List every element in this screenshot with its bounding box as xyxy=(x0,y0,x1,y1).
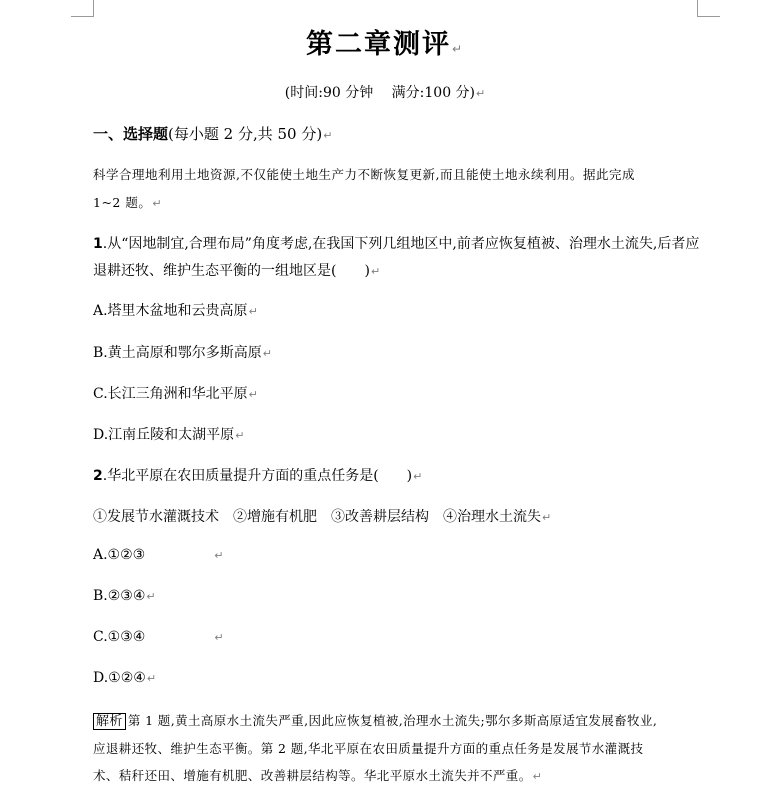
question-1-option-a xyxy=(93,300,258,320)
question-1-option-c xyxy=(93,383,258,403)
statements-text: ①发展节水灌溉技术 ②增施有机肥 ③改善耕层结构 ④治理水土流失 xyxy=(93,509,541,525)
question-2-number: 2 xyxy=(93,468,103,484)
page-corner-mark-left xyxy=(71,0,94,17)
question-2-option-c xyxy=(93,629,224,645)
question-1-text: .从“因地制宜,合理布局”角度考虑,在我国下列几组地区中,前者应恢复植被、治理水土流失,后者应 xyxy=(102,236,700,252)
paragraph-mark: ↵ xyxy=(214,631,224,644)
paragraph-mark: ↵ xyxy=(542,511,552,524)
section-heading-note: (每小题 2 分,共 50 分) xyxy=(168,125,323,143)
question-2-option-d xyxy=(93,670,156,686)
paragraph-mark: ↵ xyxy=(476,87,486,100)
analysis-text: 第 1 题,黄土高原水土流失严重,因此应恢复植被,治理水土流失;鄂尔多斯高原适宜发展畜牧业, xyxy=(127,713,658,728)
option-text: D.①②④ xyxy=(93,670,146,686)
option-text: A.塔里木盆地和云贵高原 xyxy=(93,303,248,319)
paragraph-mark: ↵ xyxy=(370,265,381,278)
question-1-text-cont: 退耕还牧、维护生态平衡的一组地区是( ) xyxy=(93,263,370,279)
option-text: A.①②③ xyxy=(93,547,146,563)
paragraph-mark: ↵ xyxy=(262,347,272,360)
paragraph-mark: ↵ xyxy=(235,429,245,442)
question-2 xyxy=(93,465,422,485)
paragraph-mark: ↵ xyxy=(413,470,423,483)
paragraph-mark: ↵ xyxy=(214,549,224,562)
page-title xyxy=(0,22,770,61)
paragraph-mark: ↵ xyxy=(146,672,157,685)
analysis-line-2: 应退耕还牧、维护生态平衡。第 2 题,华北平原在农田质量提升方面的重点任务是发展节水灌溉技 xyxy=(93,741,644,756)
question-1-number: 1 xyxy=(93,236,103,252)
option-text: D.江南丘陵和太湖平原 xyxy=(93,427,235,443)
paragraph-mark: ↵ xyxy=(152,197,163,210)
option-text: C.长江三角洲和华北平原 xyxy=(93,386,248,402)
intro-line-2-text: 1~2 题。 xyxy=(93,195,152,210)
analysis-text: 术、秸秆还田、增施有机肥、改善耕层结构等。华北平原水土流失并不严重。 xyxy=(93,768,532,783)
paragraph-mark: ↵ xyxy=(323,129,333,142)
exam-info xyxy=(0,82,770,102)
page-corner-mark-right xyxy=(697,0,720,17)
intro-line-2 xyxy=(93,193,162,211)
paragraph-mark: ↵ xyxy=(248,388,258,401)
exam-info-text: (时间:90 分钟 满分:100 分) xyxy=(284,85,476,101)
question-2-statements xyxy=(93,506,551,526)
option-text: B.黄土高原和鄂尔多斯高原 xyxy=(93,345,262,361)
analysis-line-3 xyxy=(93,766,542,784)
question-2-option-a xyxy=(93,547,223,563)
analysis-line-1 xyxy=(93,711,657,730)
section-heading-title: 一、选择题 xyxy=(93,125,169,143)
option-text: B.②③④ xyxy=(93,588,146,604)
paragraph-mark: ↵ xyxy=(451,42,465,56)
question-2-option-b xyxy=(93,588,156,604)
paragraph-mark: ↵ xyxy=(532,770,543,783)
paragraph-mark: ↵ xyxy=(248,305,258,318)
paragraph-mark: ↵ xyxy=(146,590,156,603)
question-1-option-b xyxy=(93,342,272,362)
option-text: C.①③④ xyxy=(93,629,146,645)
analysis-tag: 解析 xyxy=(93,713,126,730)
question-1-line-1 xyxy=(93,233,699,253)
intro-line-1: 科学合理地利用土地资源,不仅能使土地生产力不断恢复更新,而且能使土地永续利用。据此完成 xyxy=(93,167,635,182)
section-heading xyxy=(93,123,332,144)
question-2-text: .华北平原在农田质量提升方面的重点任务是( ) xyxy=(102,468,413,484)
question-1-option-d xyxy=(93,424,244,444)
question-1-line-2 xyxy=(93,260,380,280)
title-text: 第二章测评 xyxy=(305,29,451,60)
